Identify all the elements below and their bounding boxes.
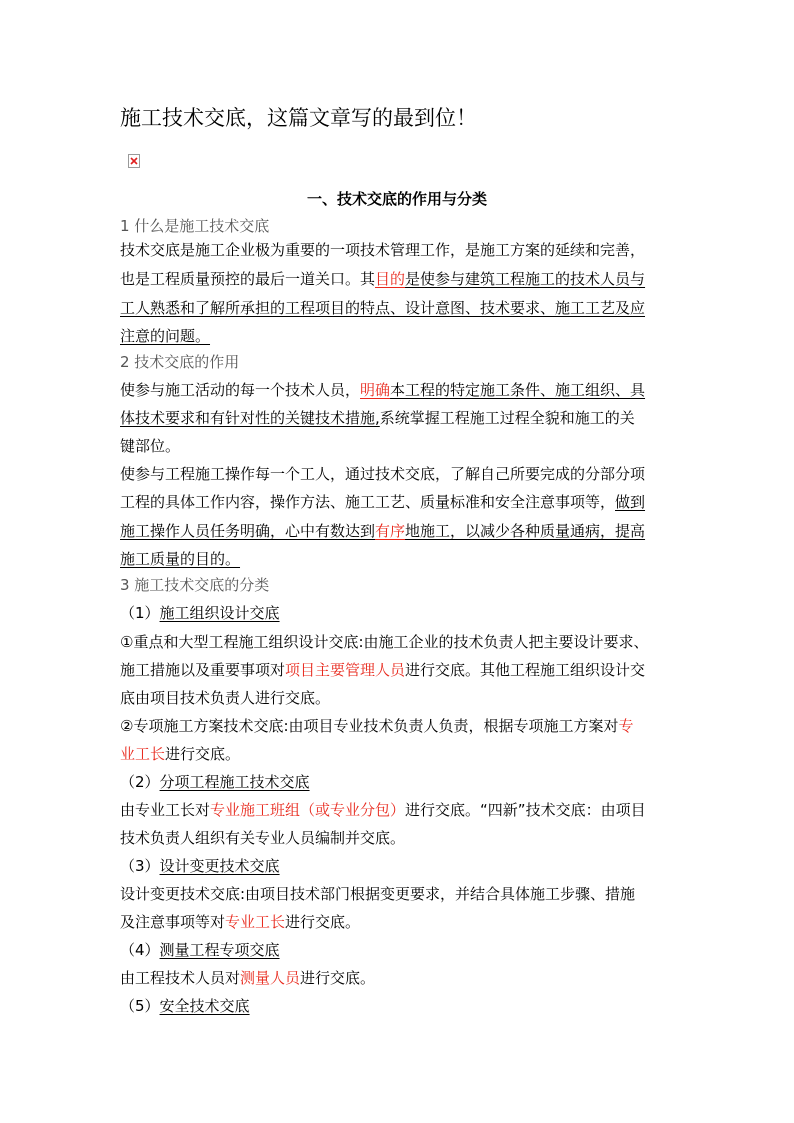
- subheading-what-is: 1 什么是施工技术交底: [120, 217, 270, 235]
- highlight-text: 目的: [375, 270, 406, 288]
- paragraph-line: 业工长进行交底。: [120, 745, 241, 763]
- paragraph-line: 技术交底是施工企业极为重要的一项技术管理工作，是施工方案的延续和完善，: [120, 241, 646, 259]
- highlight-text: 项目主要管理人员: [285, 661, 406, 679]
- highlight-text: 专业工长: [225, 913, 286, 931]
- highlight-text: 专: [618, 717, 634, 735]
- paragraph-line: 工程的具体工作内容，操作方法、施工工艺、质量标准和安全注意事项等，做到: [120, 493, 646, 511]
- paragraph-line: 设计变更技术交底:由项目技术部门根据变更要求，并结合具体施工步骤、措施: [120, 885, 636, 903]
- paragraph-line: 技术负责人组织有关专业人员编制并交底。: [120, 829, 406, 847]
- paragraph-line: 施工质量的目的。: [120, 550, 241, 568]
- paragraph-line: ①重点和大型工程施工组织设计交底:由施工企业的技术负责人把主要设计要求、: [120, 633, 649, 651]
- paragraph-line: 施工措施以及重要事项对项目主要管理人员进行交底。其他工程施工组织设计交: [120, 661, 646, 679]
- highlight-text: 有序: [375, 522, 406, 540]
- category-heading: （4）测量工程专项交底: [120, 941, 280, 959]
- paragraph-line: 也是工程质量预控的最后一道关口。其目的是使参与建筑工程施工的技术人员与: [120, 270, 646, 288]
- highlight-text: 测量人员: [240, 969, 301, 987]
- paragraph-line: 使参与工程施工操作每一个工人，通过技术交底，了解自己所要完成的分部分项: [120, 465, 646, 483]
- paragraph-line: 及注意事项等对专业工长进行交底。: [120, 913, 361, 931]
- category-heading: （2）分项工程施工技术交底: [120, 773, 310, 791]
- article-title: 施工技术交底，这篇文章写的最到位！: [120, 106, 477, 130]
- subheading-classification: 3 施工技术交底的分类: [120, 576, 270, 594]
- paragraph-line: 体技术要求和有针对性的关键技术措施,系统掌握工程施工过程全貌和施工的关: [120, 409, 635, 427]
- category-heading: （3）设计变更技术交底: [120, 857, 280, 875]
- paragraph-line: 使参与施工活动的每一个技术人员，明确本工程的特定施工条件、施工组织、具: [120, 381, 646, 399]
- paragraph-line: 工人熟悉和了解所承担的工程项目的特点、设计意图、技术要求、施工工艺及应: [120, 299, 646, 317]
- paragraph-line: 注意的问题。: [120, 327, 211, 345]
- highlight-text: 专业施工班组（或专业分包）: [210, 801, 406, 819]
- category-heading: （1）施工组织设计交底: [120, 604, 280, 622]
- paragraph-line: 底由项目技术负责人进行交底。: [120, 689, 331, 707]
- subheading-role: 2 技术交底的作用: [120, 353, 240, 371]
- paragraph-line: 键部位。: [120, 437, 181, 455]
- category-heading: （5）安全技术交底: [120, 997, 250, 1015]
- paragraph-line: 由工程技术人员对测量人员进行交底。: [120, 969, 376, 987]
- paragraph-line: 施工操作人员任务明确，心中有数达到有序地施工，以减少各种质量通病，提高: [120, 522, 646, 540]
- highlight-text: 明确: [360, 381, 391, 399]
- paragraph-line: ②专项施工方案技术交底:由项目专业技术负责人负责，根据专项施工方案对专: [120, 717, 634, 735]
- highlight-text: 业工长: [120, 745, 166, 763]
- section-heading: 一、技术交底的作用与分类: [306, 190, 487, 208]
- broken-image-icon: [128, 154, 140, 168]
- paragraph-line: 由专业工长对专业施工班组（或专业分包）进行交底。“四新”技术交底：由项目: [120, 801, 646, 819]
